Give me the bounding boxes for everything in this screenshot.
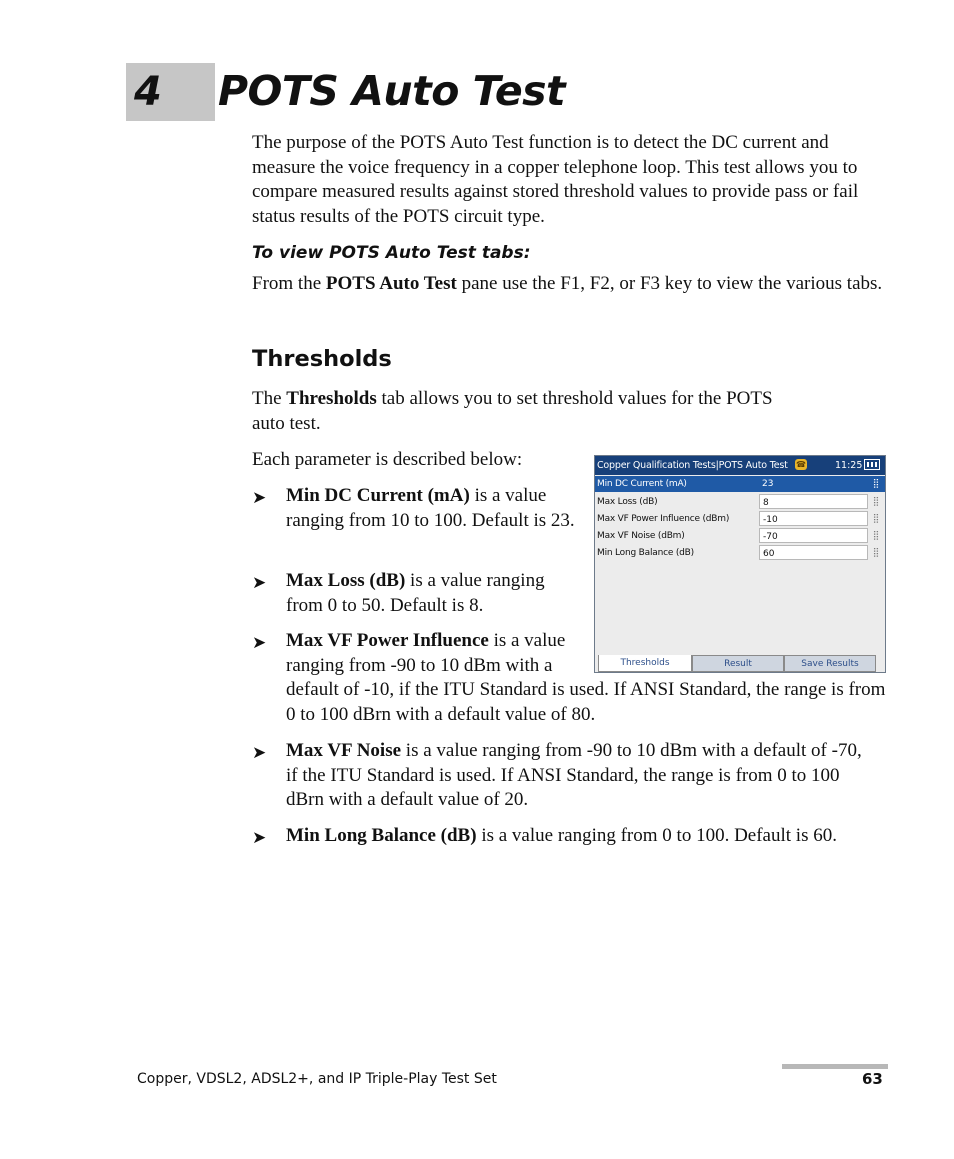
bullet-marker: ➤	[252, 633, 267, 652]
threshold-label: Min Long Balance (dB)	[597, 548, 694, 558]
threshold-row-max-vf-power-influence[interactable]	[595, 511, 885, 527]
keypad-icon[interactable]: ⣿	[872, 479, 880, 489]
procedure-heading: To view POTS Auto Test tabs:	[252, 243, 531, 263]
bullet-max-loss: Max Loss (dB) is a value ranging from 0 to 50. Default is 8.	[286, 570, 545, 616]
device-screen	[594, 455, 886, 673]
bullet-marker: ➤	[252, 828, 267, 847]
threshold-value-field[interactable]: 23	[759, 476, 868, 491]
keypad-icon[interactable]: ⣿	[872, 531, 880, 541]
bullet-marker: ➤	[252, 488, 267, 507]
keypad-icon[interactable]: ⣿	[872, 514, 880, 524]
procedure-text: From the POTS Auto Test pane use the F1, F2, or F3 key to view the various tabs.	[252, 273, 883, 294]
threshold-row-min-long-balance[interactable]	[595, 545, 885, 561]
screen-title: Copper Qualification Tests|POTS Auto Test	[597, 460, 788, 471]
threshold-label: Min DC Current (mA)	[597, 479, 687, 489]
section-heading: Thresholds	[252, 346, 392, 372]
bullet-min-long-balance: Min Long Balance (dB) is a value ranging from 0 to 100. Default is 60.	[286, 825, 837, 846]
screen-titlebar	[595, 456, 885, 475]
section-intro: The Thresholds tab allows you to set threshold values for the POTS auto test.	[252, 388, 773, 434]
threshold-label: Max VF Power Influence (dBm)	[597, 514, 730, 524]
threshold-label: Max VF Noise (dBm)	[597, 531, 685, 541]
threshold-row-min-dc-current[interactable]	[595, 476, 885, 492]
threshold-row-max-vf-noise[interactable]	[595, 528, 885, 544]
bullet-min-dc-current: Min DC Current (mA) is a value ranging from 10 to 100. Default is 23.	[286, 485, 575, 531]
tab-save-results[interactable]: Save Results	[784, 655, 876, 672]
threshold-value-field[interactable]: 8	[759, 494, 868, 509]
bullet-max-vf-noise: Max VF Noise is a value ranging from -90 to 10 dBm with a default of -70, if the ITU Standard is used. If ANSI Standard, the range is from 0 to 100 dBrn with a default value of 20.	[286, 740, 862, 810]
intro-paragraph: The purpose of the POTS Auto Test function is to detect the DC current and measure the voice frequency in a copper telephone loop. This test allows you to compare measured results against stored threshold values to provide pass or fail status results of the POTS circuit type.	[252, 132, 859, 227]
tab-thresholds[interactable]: Thresholds	[598, 655, 692, 672]
battery-icon	[864, 459, 880, 470]
screen-tabs	[598, 655, 884, 672]
keypad-icon[interactable]: ⣿	[872, 548, 880, 558]
bullet-marker: ➤	[252, 573, 267, 592]
bullet-marker: ➤	[252, 743, 267, 762]
threshold-value-field[interactable]: 60	[759, 545, 868, 560]
threshold-value-field[interactable]: -70	[759, 528, 868, 543]
footer-title: Copper, VDSL2, ADSL2+, and IP Triple-Play Test Set	[137, 1071, 497, 1087]
threshold-value-field[interactable]: -10	[759, 511, 868, 526]
screen-clock: 11:25	[835, 460, 863, 471]
bullet-max-vf-power-influence: Max VF Power Influence is a value ranging from -90 to 10 dBm with a default of -10, if the ITU Standard is used. If ANSI Standard, the range is from 0 to 100 dBrn with a default value of 80.	[286, 630, 886, 725]
threshold-label: Max Loss (dB)	[597, 497, 658, 507]
chapter-title: POTS Auto Test	[218, 67, 566, 115]
threshold-row-max-loss[interactable]	[595, 494, 885, 510]
keypad-icon[interactable]: ⣿	[872, 497, 880, 507]
tab-result[interactable]: Result	[692, 655, 784, 672]
chapter-number: 4	[134, 69, 162, 115]
phone-icon: ☎	[796, 460, 806, 469]
section-lead: Each parameter is described below:	[252, 449, 523, 470]
page-number: 63	[862, 1070, 883, 1088]
